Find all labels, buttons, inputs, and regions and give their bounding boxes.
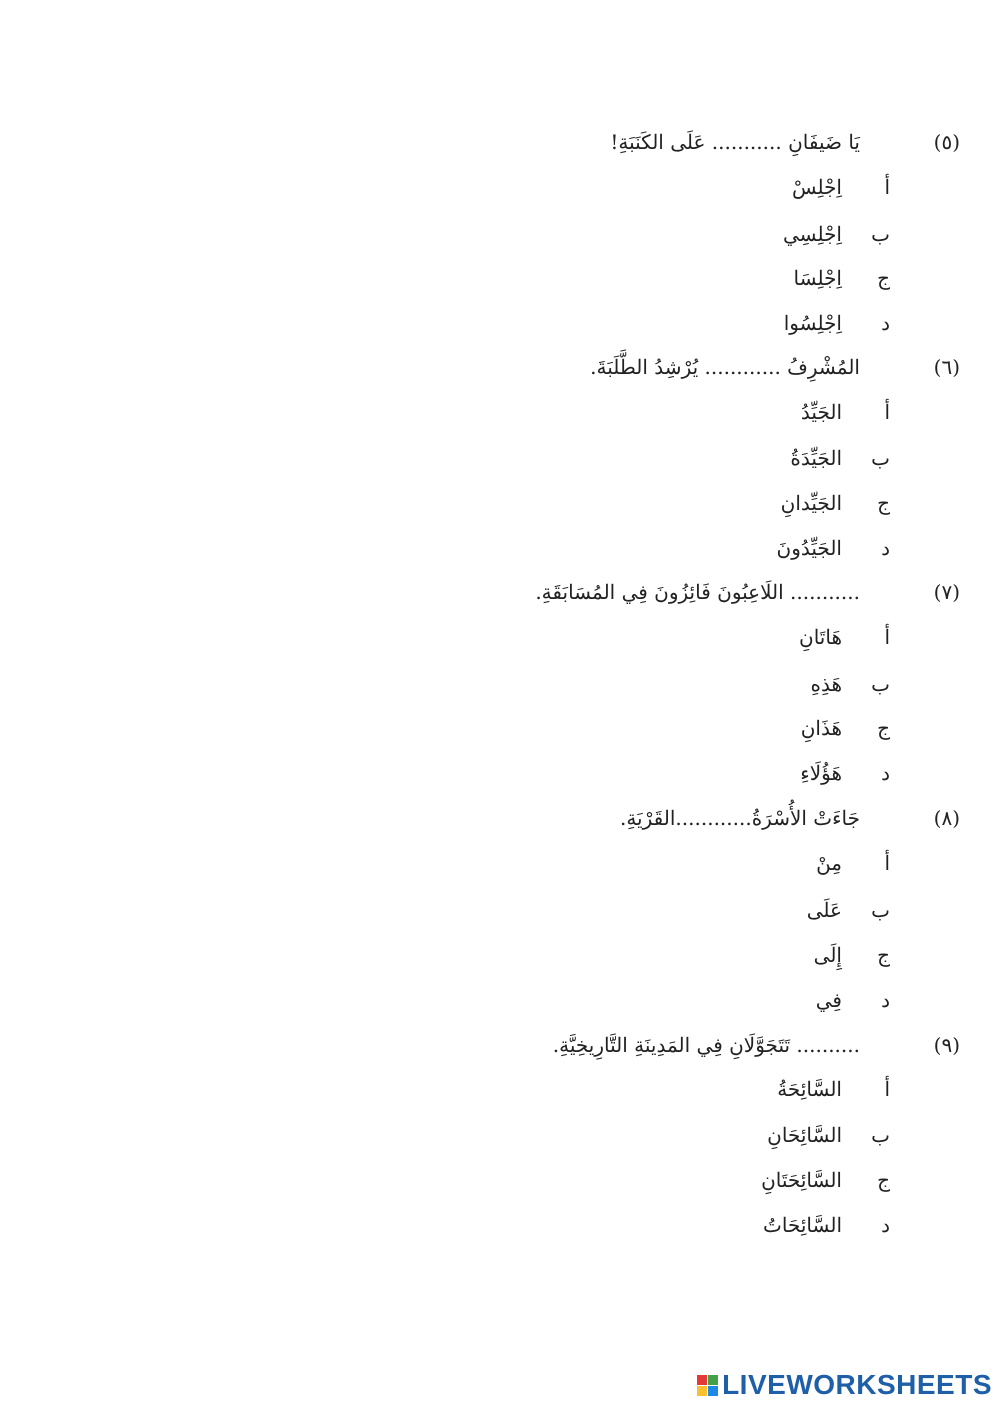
option-c[interactable] [801,716,890,740]
option-letter: د [881,988,890,1012]
option-text: اِجْلِسْ [791,175,842,199]
option-letter: أ [884,400,890,424]
option-text: الجَيِّدَةُ [790,446,842,470]
option-text: الجَيِّدُونَ [776,536,842,560]
option-d[interactable] [800,761,890,785]
logo-text: LIVEWORKSHEETS [722,1369,992,1400]
option-b[interactable] [810,672,890,696]
question-stem: يَا ضَيفَانِ ........... عَلَى الكَنَبَةِ! [610,130,860,154]
option-text: هَذَانِ [800,716,842,740]
question-number: (٦) [933,355,960,379]
option-text: عَلَى [806,898,842,922]
option-c[interactable] [814,943,890,967]
option-text: الجَيِّدانِ [780,491,842,515]
option-text: السَّائِحَانِ [767,1123,842,1147]
question-number: (٧) [933,580,960,604]
option-letter: ب [871,446,890,470]
option-text: اِجْلِسَا [793,266,842,290]
logo-square-green [708,1375,718,1385]
question-stem: المُشْرِفُ ............ يُرْشِدُ الطَّلَبَةَ. [590,355,860,379]
option-text: الجَيِّدُ [800,400,842,424]
option-text: هَاتَانِ [799,625,842,649]
option-text: فِي [815,988,842,1012]
option-a[interactable] [792,175,890,199]
option-letter: ب [871,222,890,246]
logo-square-blue [708,1386,718,1396]
liveworksheets-logo [697,1369,992,1401]
option-text: السَّائِحَةُ [777,1077,842,1101]
option-text: اِجْلِسِي [782,222,842,246]
option-text: إِلَى [813,943,842,967]
question-stem: جَاءَتْ الأُسْرَةُ............القَرْيَةِ. [619,806,860,830]
option-a[interactable] [799,625,890,649]
option-letter: ج [877,266,890,290]
question-number: (٥) [933,130,960,154]
option-a[interactable] [801,400,890,424]
option-letter: د [881,761,890,785]
option-letter: ب [871,898,890,922]
option-c[interactable] [794,266,890,290]
option-b[interactable] [767,1123,890,1147]
option-c[interactable] [761,1168,890,1192]
option-text: السَّائِحَتَانِ [761,1168,842,1192]
option-a[interactable] [777,1077,890,1101]
option-text: مِنْ [816,851,842,875]
option-letter: أ [884,625,890,649]
option-letter: د [881,311,890,335]
option-b[interactable] [790,446,890,470]
option-letter: ب [871,1123,890,1147]
option-letter: أ [884,1077,890,1101]
option-text: هَؤُلَاءِ [800,761,842,785]
logo-square-red [697,1375,707,1385]
option-b[interactable] [783,222,890,246]
option-letter: ج [877,943,890,967]
option-d[interactable] [763,1213,890,1237]
question-number: (٨) [933,806,960,830]
option-letter: د [881,536,890,560]
option-a[interactable] [816,851,890,875]
option-d[interactable] [784,311,890,335]
option-text: اِجْلِسُوا [783,311,842,335]
option-letter: د [881,1213,890,1237]
option-d[interactable] [777,536,890,560]
option-d[interactable] [816,988,890,1012]
option-b[interactable] [807,898,890,922]
option-text: السَّائِحَاتُ [763,1213,842,1237]
logo-mark-icon [697,1375,718,1396]
logo-square-yellow [697,1386,707,1396]
option-letter: أ [884,175,890,199]
question-stem: .......... تَتَجَوَّلَانِ فِي المَدِينَةِ التَّارِيخِيَّةِ. [552,1033,860,1057]
option-letter: أ [884,851,890,875]
question-stem: ........... اللَاعِبُونَ فَائِزُونَ فِي المُسَابَقَةِ. [535,580,860,604]
option-letter: ج [877,491,890,515]
option-text: هَذِهِ [810,672,842,696]
option-c[interactable] [781,491,890,515]
option-letter: ج [877,1168,890,1192]
option-letter: ب [871,672,890,696]
question-number: (٩) [933,1033,960,1057]
option-letter: ج [877,716,890,740]
